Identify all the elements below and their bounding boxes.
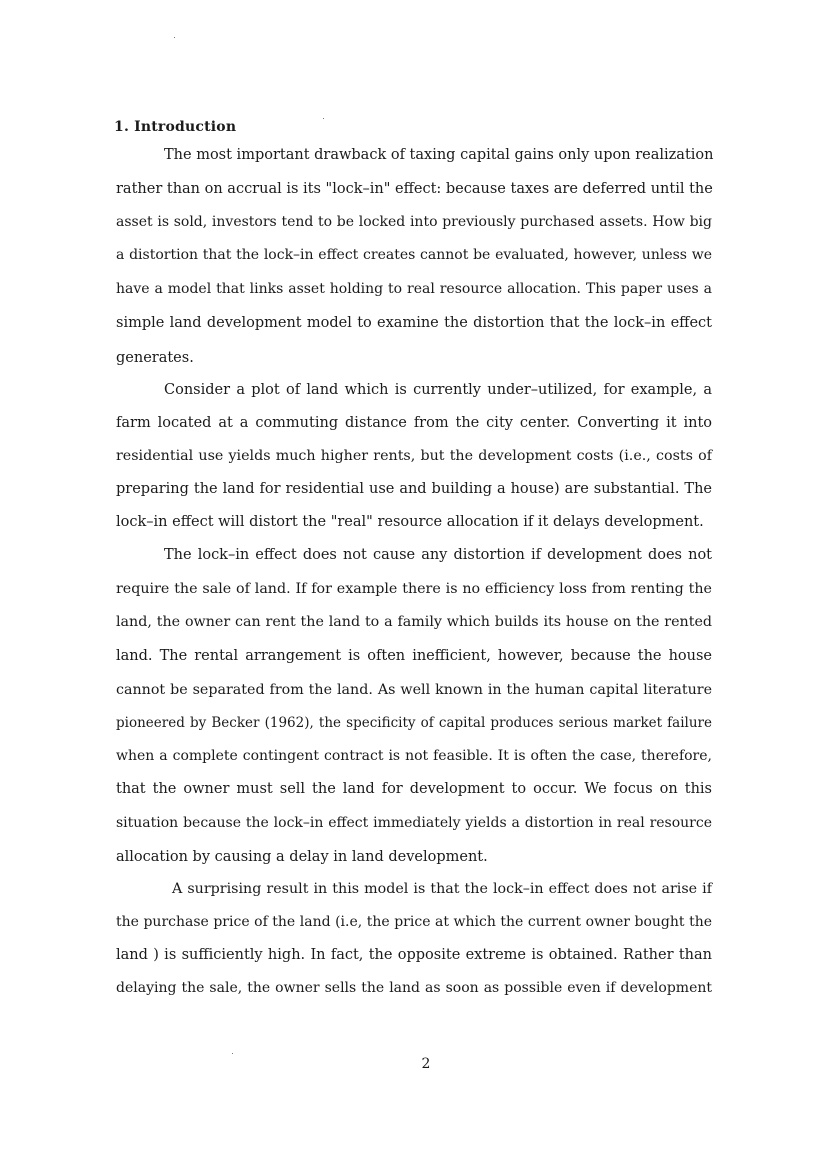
text-line: The lock–in effect does not cause any distortion if development does not [164,547,712,563]
text-line: farm located at a commuting distance from the city center. Converting it into [116,415,712,431]
text-line: The most important drawback of taxing capital gains only upon realization [164,147,714,163]
text-line: have a model that links asset holding to real resource allocation. This paper uses a [116,281,712,297]
text-line: delaying the sale, the owner sells the land as soon as possible even if development [116,980,712,996]
text-line: the purchase price of the land (i.e, the price at which the current owner bought the [116,914,712,930]
text-line: rather than on accrual is its "lock–in" effect: because taxes are deferred until the [116,181,713,197]
text-line: land. The rental arrangement is often inefficient, however, because the house [116,648,712,664]
text-line: A surprising result in this model is that the lock–in effect does not arise if [172,881,712,897]
text-line: Consider a plot of land which is currently under–utilized, for example, a [164,382,712,398]
scan-speck [232,1053,233,1054]
section-heading: 1. Introduction [114,119,237,135]
text-line: a distortion that the lock–in effect creates cannot be evaluated, however, unless we [116,247,712,263]
text-line: lock–in effect will distort the "real" resource allocation if it delays development. [116,514,704,530]
scan-speck [323,118,324,119]
text-line: that the owner must sell the land for development to occur. We focus on this [116,781,712,797]
text-line: preparing the land for residential use and building a house) are substantial. The [116,481,712,497]
text-line: residential use yields much higher rents, but the development costs (i.e., costs of [116,448,712,464]
text-line: land ) is sufficiently high. In fact, the opposite extreme is obtained. Rather than [116,947,712,963]
text-line: simple land development model to examine the distortion that the lock–in effect [116,315,712,331]
text-line: pioneered by Becker (1962), the specificity of capital produces serious market failure [116,715,712,731]
text-line: allocation by causing a delay in land development. [116,849,488,865]
page-number: 2 [421,1056,431,1072]
scan-speck [174,37,175,38]
text-line: generates. [116,350,194,366]
text-line: land, the owner can rent the land to a family which builds its house on the rented [116,614,712,630]
text-line: require the sale of land. If for example there is no efficiency loss from renting the [116,581,712,597]
text-line: when a complete contingent contract is not feasible. It is often the case, therefore, [116,748,712,764]
text-line: asset is sold, investors tend to be locked into previously purchased assets. How big [116,214,712,230]
text-line: situation because the lock–in effect immediately yields a distortion in real resource [116,815,712,831]
text-line: cannot be separated from the land. As well known in the human capital literature [116,682,712,698]
